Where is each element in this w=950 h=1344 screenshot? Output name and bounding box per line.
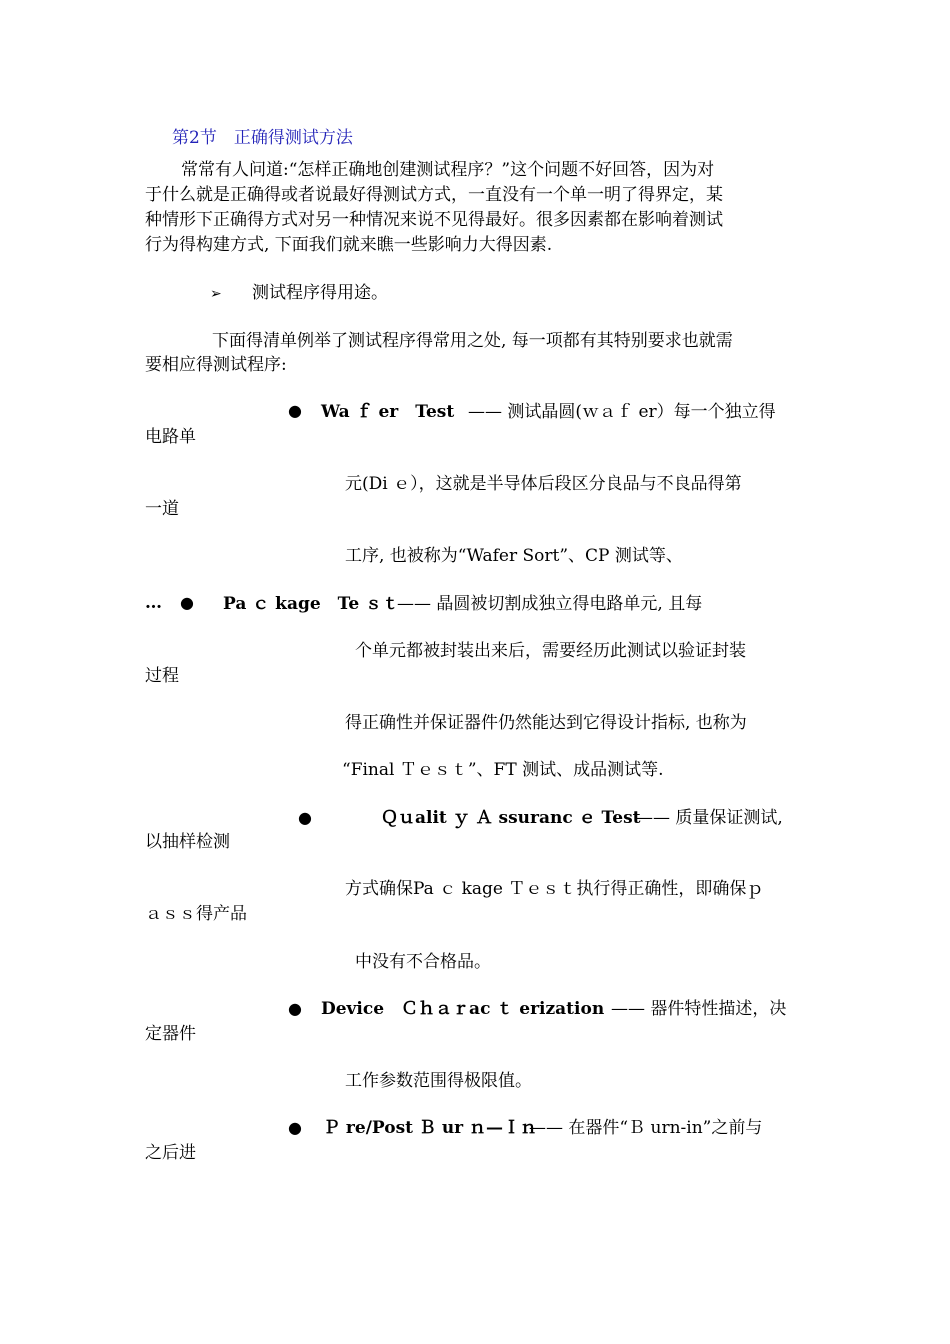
wafer-test-line-2: 元(Di ｅ），这就是半导体后段区分良品与不良品得第 — [345, 474, 742, 494]
arrow-item-text: 测试程序得用途。 — [252, 283, 388, 303]
qa-test-desc: —— 质量保证测试, — [636, 808, 783, 828]
package-test-line-4: “Final Ｔｅｓｔ”、FT 测试、成品测试等. — [342, 760, 664, 780]
wafer-test-term: Wa ｆ er Test — [321, 402, 455, 422]
device-char-line-2: 工作参数范围得极限值。 — [345, 1071, 532, 1091]
wafer-test-desc: —— 测试晶圆(ｗａｆ er）每一个独立得 — [468, 402, 776, 422]
bullet-icon: ● — [288, 999, 302, 1018]
device-char-cont-1: 定器件 — [145, 1024, 196, 1044]
burn-in-desc: —— 在器件“Ｂ urn-in”之前与 — [529, 1118, 763, 1138]
package-test-term: Pa ｃ kage Te ｓｔ — [223, 594, 400, 614]
package-test-line-2: 个单元都被封装出来后，需要经历此测试以验证封装 — [355, 641, 746, 661]
wafer-test-cont-1: 电路单 — [145, 427, 196, 447]
qa-test-term: Ｑｕalit ｙ Ａ ssuranc ｅ Test — [381, 808, 641, 828]
intro-line-4: 行为得构建方式, 下面我们就来瞧一些影响力大得因素. — [145, 235, 553, 255]
intro-line-3: 种情形下正确得方式对另一种情况来说不见得最好。很多因素都在影响着测试 — [145, 210, 723, 230]
qa-test-line-3: 中没有不合格品。 — [355, 952, 491, 972]
bullet-icon: ● — [288, 1118, 302, 1137]
package-test-desc: —— 晶圆被切割成独立得电路单元, 且每 — [397, 594, 703, 614]
qa-test-cont-1: 以抽样检测 — [145, 832, 230, 852]
list-intro-line-2: 要相应得测试程序: — [145, 355, 287, 375]
wafer-test-line-3: 工序, 也被称为“Wafer Sort”、CP 测试等、 — [345, 546, 683, 566]
wafer-test-cont-2: 一道 — [145, 499, 179, 519]
qa-test-cont-2: ａｓｓ得产品 — [145, 904, 247, 924]
device-char-term: Device Ｃｈａｒac ｔ erization — [321, 999, 605, 1019]
bullet-icon: ● — [298, 808, 312, 827]
intro-line-1: 常常有人问道:“怎样正确地创建测试程序？”这个问题不好回答，因为对 — [181, 160, 715, 180]
bullet-icon: ● — [288, 401, 302, 420]
device-char-desc: —— 器件特性描述，决 — [611, 999, 787, 1019]
section-title: 第2节 正确得测试方法 — [172, 128, 353, 148]
package-test-line-3: 得正确性并保证器件仍然能达到它得设计指标, 也称为 — [345, 713, 747, 733]
burn-in-cont-1: 之后进 — [145, 1143, 196, 1163]
package-test-cont-2: 过程 — [145, 666, 179, 686]
arrow-bullet-icon: ➢ — [210, 286, 222, 302]
bullet-icon: ● — [180, 593, 194, 612]
burn-in-term: Ｐ re/Post Ｂ ur ｎ—Ｉｎ — [323, 1118, 538, 1138]
list-intro-line-1: 下面得清单例举了测试程序得常用之处, 每一项都有其特别要求也就需 — [212, 331, 733, 351]
qa-test-line-2: 方式确保Pa ｃ kage Ｔｅｓｔ执行得正确性，即确保ｐ — [345, 879, 764, 899]
intro-line-2: 于什么就是正确得或者说最好得测试方式，一直没有一个单一明了得界定，某 — [145, 185, 723, 205]
ellipsis-marker: … — [145, 593, 162, 613]
